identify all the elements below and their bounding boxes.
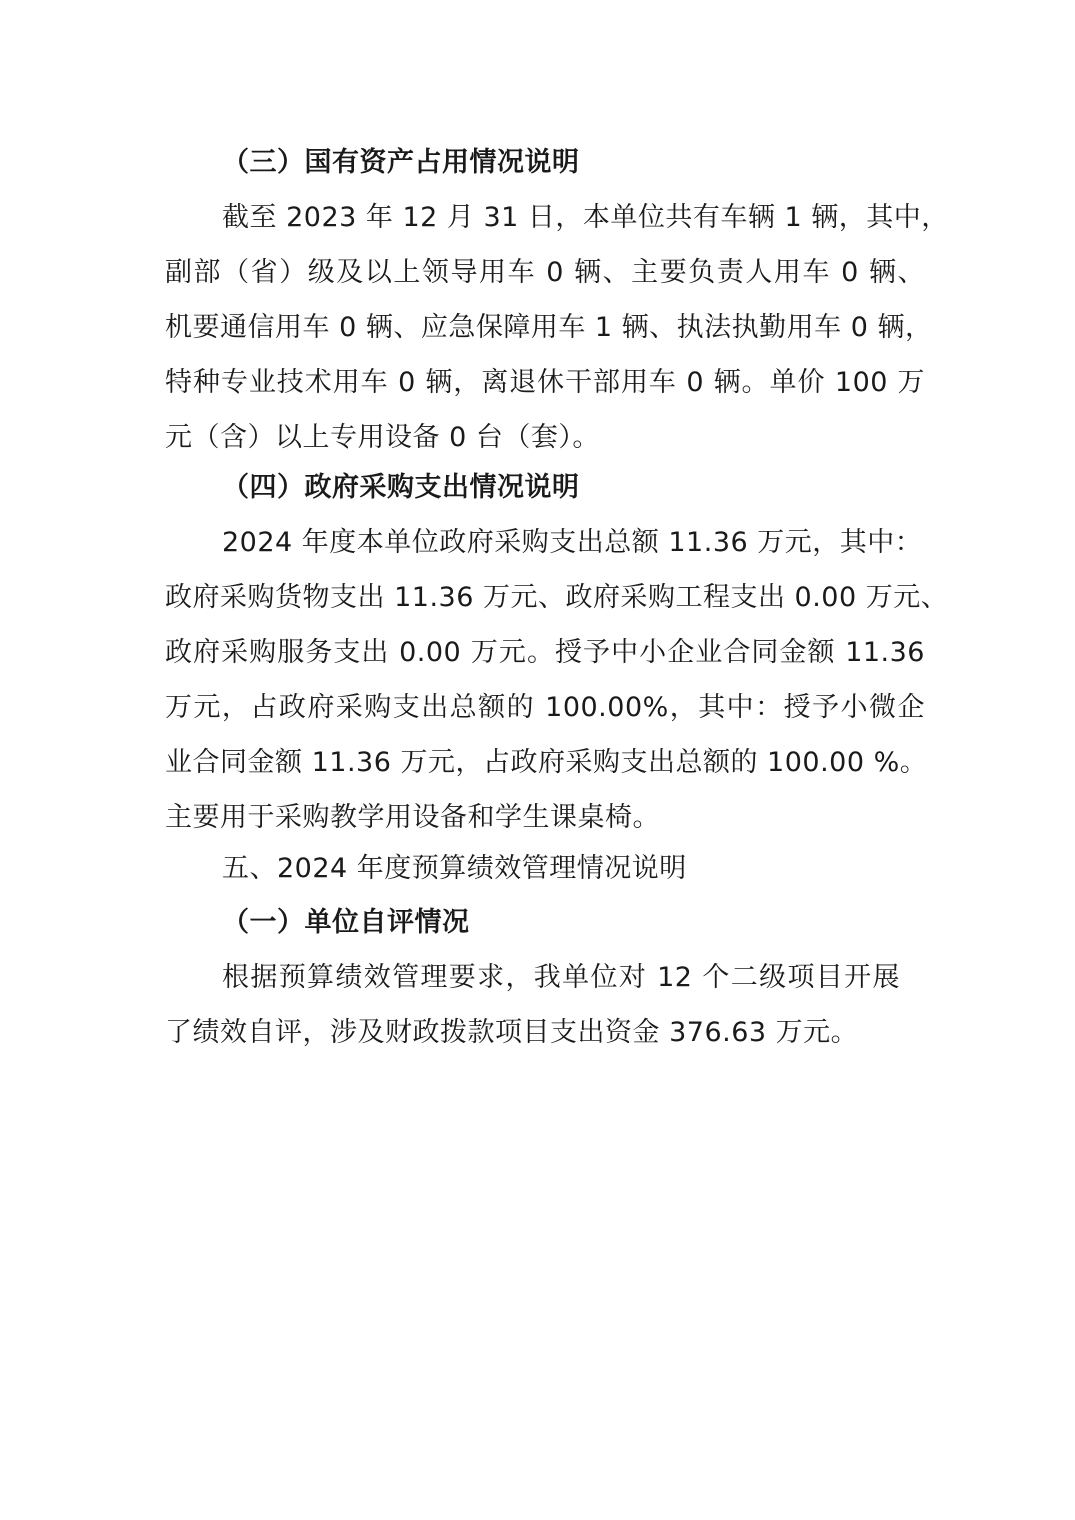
paragraph-line: 了绩效自评，涉及财政拨款项目支出资金 376.63 万元。 — [165, 1017, 859, 1048]
section-heading-procurement: （四）政府采购支出情况说明 — [222, 472, 580, 503]
paragraph-line: 业合同金额 11.36 万元，占政府采购支出总额的 100.00 %。 — [165, 747, 928, 778]
paragraph-line: 副部（省）级及以上领导用车 0 辆、主要负责人用车 0 辆、 — [165, 257, 925, 288]
section-heading-state-assets: （三）国有资产占用情况说明 — [222, 147, 580, 178]
paragraph-line: 政府采购服务支出 0.00 万元。授予中小企业合同金额 11.36 — [165, 637, 925, 668]
section-heading-performance: 五、2024 年度预算绩效管理情况说明 — [222, 853, 687, 884]
paragraph-line: 万元，占政府采购支出总额的 100.00%，其中：授予小微企 — [165, 692, 925, 723]
paragraph-line: 特种专业技术用车 0 辆，离退休干部用车 0 辆。单价 100 万 — [165, 367, 925, 398]
paragraph-line: 截至 2023 年 12 月 31 日，本单位共有车辆 1 辆，其中， — [222, 202, 949, 233]
paragraph-line: 2024 年度本单位政府采购支出总额 11.36 万元，其中： — [222, 527, 923, 558]
subsection-heading-self-evaluation: （一）单位自评情况 — [222, 907, 470, 938]
paragraph-line: 主要用于采购教学用设备和学生课桌椅。 — [165, 802, 660, 833]
paragraph-line: 政府采购货物支出 11.36 万元、政府采购工程支出 0.00 万元、 — [165, 582, 949, 613]
paragraph-line: 机要通信用车 0 辆、应急保障用车 1 辆、执法执勤用车 0 辆， — [165, 312, 933, 343]
paragraph-line: 元（含）以上专用设备 0 台（套）。 — [165, 422, 600, 453]
paragraph-line: 根据预算绩效管理要求，我单位对 12 个二级项目开展 — [222, 962, 900, 993]
